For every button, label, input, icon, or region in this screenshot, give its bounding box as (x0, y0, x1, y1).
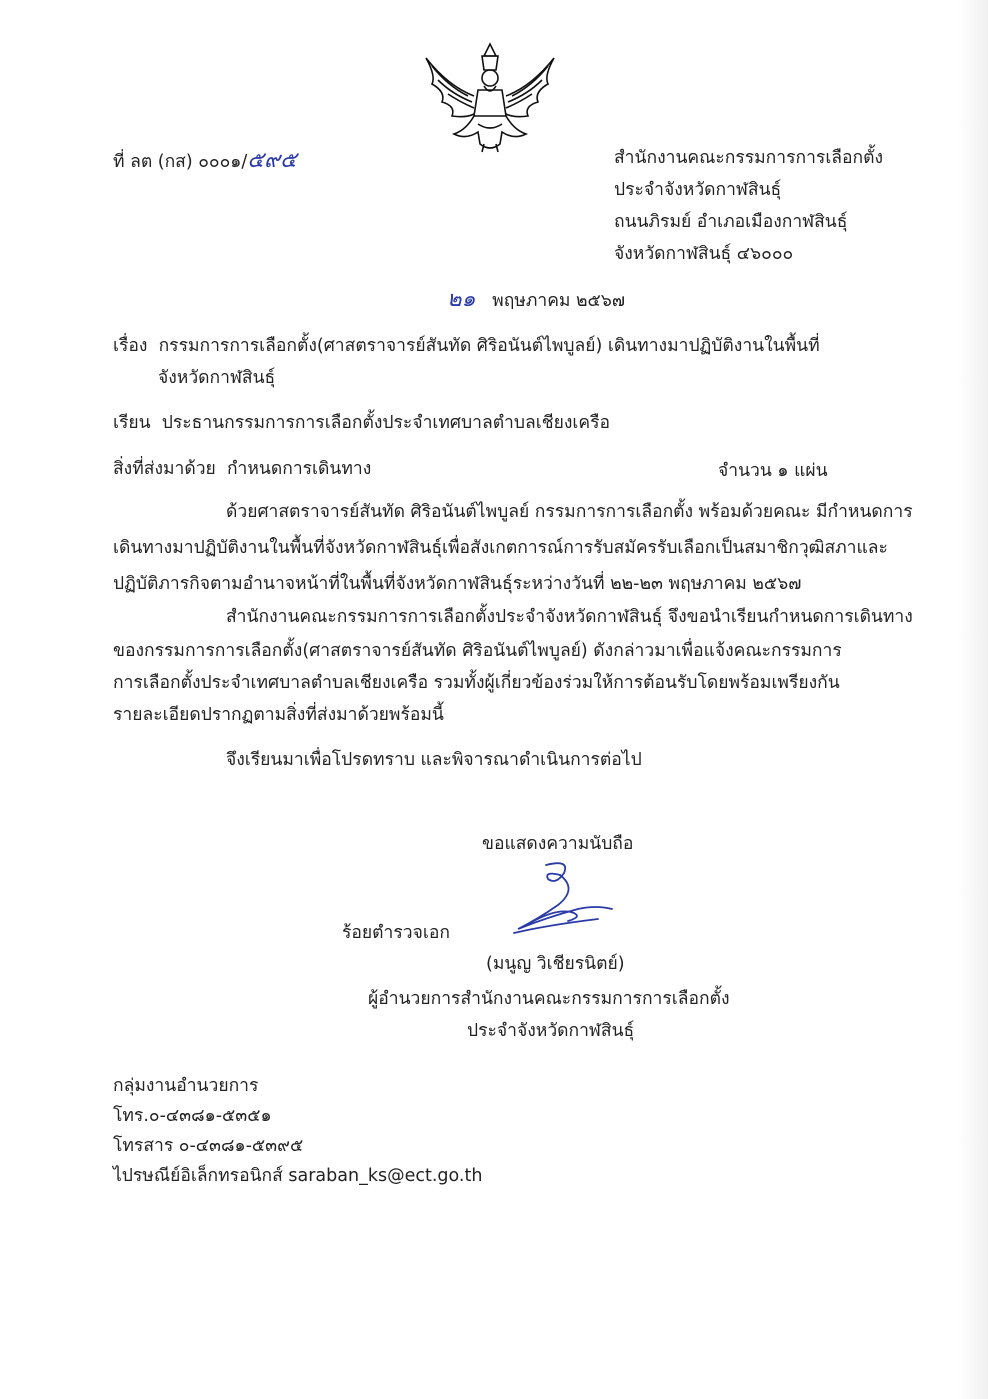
paragraph-1-line: ปฏิบัติภารกิจตามอำนาจหน้าที่ในพื้นที่จังหวัดกาฬสินธุ์ระหว่างวันที่ ๒๒-๒๓ พฤษภาคม ๒๕๖๗ (113, 574, 802, 594)
sender-line: จังหวัดกาฬสินธุ์ ๔๖๐๐๐ (614, 244, 794, 264)
footer-fax: โทรสาร ๐-๔๓๘๑-๕๓๙๕ (113, 1136, 304, 1156)
footer-email: ไปรษณีย์อิเล็กทรอนิกส์ saraban_ks@ect.go.th (113, 1166, 483, 1186)
signer-rank: ร้อยตำรวจเอก (342, 923, 450, 943)
handwritten-signature (508, 855, 618, 940)
paragraph-2-line: รายละเอียดปรากฏตามสิ่งที่ส่งมาด้วยพร้อมนี้ (113, 705, 444, 725)
garuda-emblem-icon (418, 36, 562, 156)
signer-title-province: ประจำจังหวัดกาฬสินธุ์ (467, 1021, 635, 1041)
reference-number (113, 142, 297, 177)
subject-text: กรรมการการเลือกตั้ง(ศาสตราจารย์สันทัด ศิริอนันต์ไพบูลย์) เดินทางมาปฏิบัติงานในพื้นที่ (158, 336, 820, 356)
paragraph-1-line: ด้วยศาสตราจารย์สันทัด ศิริอนันต์ไพบูลย์ กรรมการการเลือกตั้ง พร้อมด้วยคณะ มีกำหนดการ (226, 502, 913, 522)
enclosure-label: สิ่งที่ส่งมาด้วย (113, 459, 216, 479)
date-day-handwritten: ๒๑ (447, 287, 476, 312)
sender-address (614, 142, 883, 270)
paragraph-2-line: การเลือกตั้งประจำเทศบาลตำบลเชียงเครือ รวมทั้งผู้เกี่ยวข้องร่วมให้การต้อนรับโดยพร้อมเพรียงกัน (113, 673, 840, 693)
footer-department: กลุ่มงานอำนวยการ (113, 1076, 259, 1096)
sender-line: สำนักงานคณะกรรมการการเลือกตั้ง (614, 148, 884, 168)
enclosure-text: กำหนดการเดินทาง (226, 459, 372, 479)
footer-contact (113, 1071, 482, 1191)
letter-date (447, 281, 625, 316)
reference-handwritten-number: ๕๙๕ (247, 148, 297, 173)
page-edge-shadow (958, 0, 988, 1399)
enclosure-count: จำนวน ๑ แผ่น (718, 461, 828, 481)
sender-line: ประจำจังหวัดกาฬสินธุ์ (614, 180, 782, 200)
signer-title: ผู้อำนวยการสำนักงานคณะกรรมการการเลือกตั้ง (368, 989, 730, 1009)
subject-continuation: จังหวัดกาฬสินธุ์ (158, 368, 276, 388)
recipient-label: เรียน (113, 413, 151, 433)
reference-prefix: ที่ ลต (กส) ๐๐๐๑/ (113, 152, 248, 172)
sender-line: ถนนภิรมย์ อำเภอเมืองกาฬสินธุ์ (614, 212, 848, 232)
recipient-text: ประธานกรรมการการเลือกตั้งประจำเทศบาลตำบลเชียงเครือ (161, 413, 610, 433)
recipient-row (113, 408, 610, 436)
paragraph-2-line: ของกรรมการการเลือกตั้ง(ศาสตราจารย์สันทัด ศิริอนันต์ไพบูลย์) ดังกล่าวมาเพื่อแจ้งคณะกรรมการ (113, 641, 842, 661)
paragraph-3: จึงเรียนมาเพื่อโปรดทราบ และพิจารณาดำเนินการต่อไป (226, 750, 642, 770)
paragraph-1-line: เดินทางมาปฏิบัติงานในพื้นที่จังหวัดกาฬสินธุ์เพื่อสังเกตการณ์การรับสมัครรับเลือกเป็นสมาชิกวุฒิสภาและ (113, 538, 888, 558)
date-month-year: พฤษภาคม ๒๕๖๗ (492, 291, 626, 311)
enclosure-row (113, 454, 371, 482)
subject-label: เรื่อง (113, 336, 148, 356)
signer-name: (มนูญ วิเชียรนิตย์) (486, 954, 625, 974)
paragraph-2-line: สำนักงานคณะกรรมการการเลือกตั้งประจำจังหวัดกาฬสินธุ์ จึงขอนำเรียนกำหนดการเดินทาง (226, 607, 913, 627)
footer-phone: โทร.๐-๔๓๘๑-๕๓๕๑ (113, 1106, 272, 1126)
subject-row (113, 331, 820, 359)
closing-phrase: ขอแสดงความนับถือ (482, 834, 634, 854)
